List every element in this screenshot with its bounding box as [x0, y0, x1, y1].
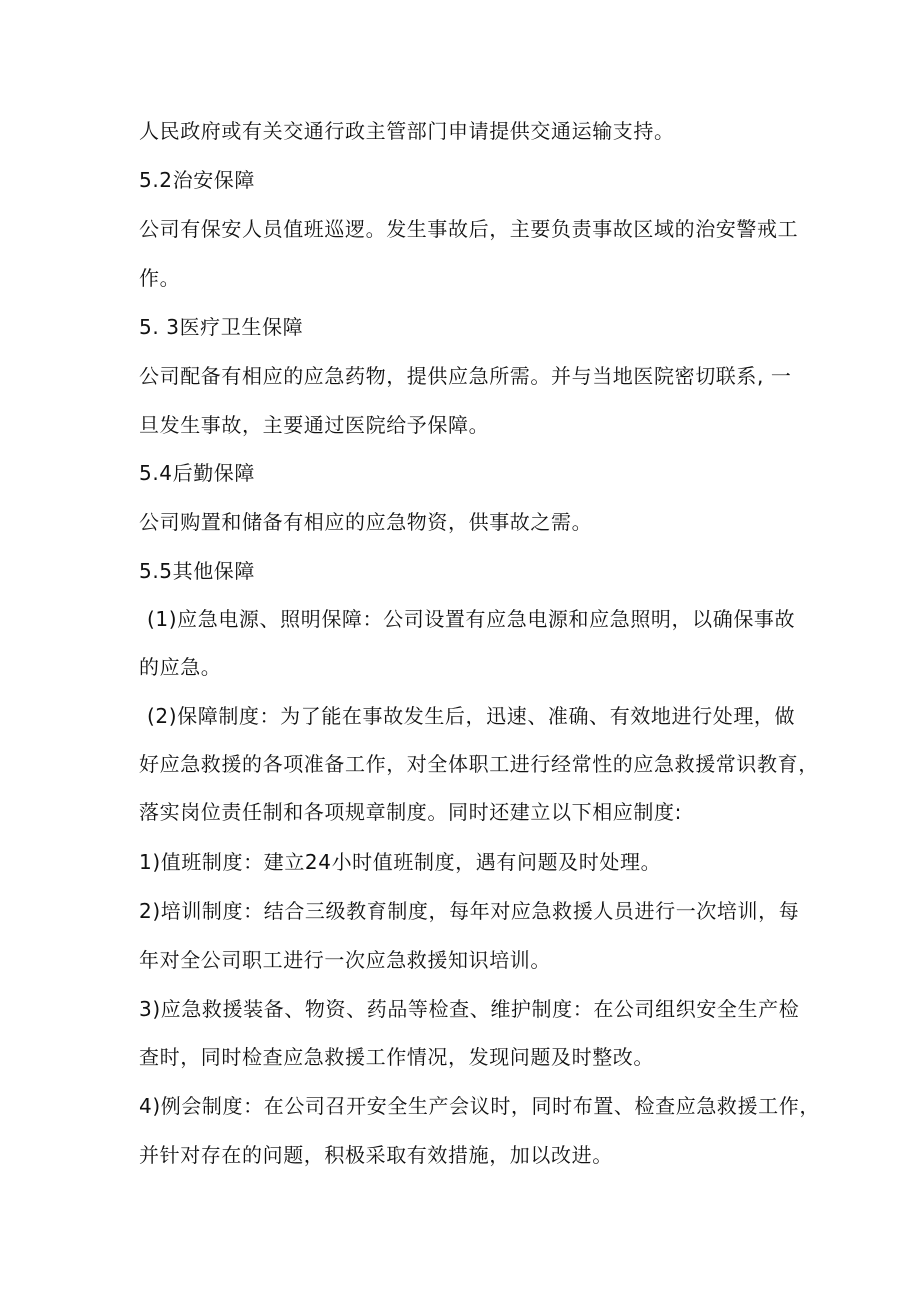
paragraph-line: 公司配备有相应的应急药物，提供应急所需。并与当地医院密切联系, 一 [139, 364, 792, 388]
paragraph-line: 人民政府或有关交通行政主管部门申请提供交通运输支持。 [139, 119, 675, 143]
paragraph-line: 公司购置和储备有相应的应急物资，供事故之需。 [139, 510, 593, 534]
section-heading: 5.2治安保障 [139, 168, 256, 192]
paragraph-line: 落实岗位责任制和各项规章制度。同时还建立以下相应制度: [139, 800, 682, 824]
list-item: 1)值班制度：建立24小时值班制度，遇有问题及时处理。 [139, 850, 662, 874]
paragraph-line: 作。 [139, 266, 181, 290]
paragraph-line: 好应急救援的各项准备工作，对全体职工进行经常性的应急救援常识教育， [139, 752, 819, 776]
paragraph-line: (2)保障制度：为了能在事故发生后，迅速、准确、有效地进行处理，做 [147, 704, 796, 728]
section-heading: 5.5其他保障 [139, 559, 256, 583]
paragraph-line: 的应急。 [139, 655, 222, 679]
paragraph-line: 公司有保安人员值班巡逻。发生事故后，主要负责事故区域的治安警戒工 [139, 217, 799, 241]
paragraph-line: 旦发生事故，主要通过医院给予保障。 [139, 413, 490, 437]
list-item: 4)例会制度：在公司召开安全生产会议时，同时布置、检查应急救援工作， [139, 1094, 820, 1118]
list-item: 2)培训制度：结合三级教育制度，每年对应急救援人员进行一次培训，每 [139, 899, 800, 923]
list-item-continuation: 年对全公司职工进行一次应急救援知识培训。 [139, 948, 551, 972]
section-heading: 5.4后勤保障 [139, 461, 256, 485]
section-heading: 5. 3医疗卫生保障 [139, 315, 304, 339]
paragraph-line: (1)应急电源、照明保障：公司设置有应急电源和应急照明，以确保事故 [147, 607, 796, 631]
list-item: 3)应急救援装备、物资、药品等检查、维护制度：在公司组织安全生产检 [139, 997, 800, 1021]
list-item-continuation: 并针对存在的问题，积极采取有效措施，加以改进。 [139, 1143, 613, 1167]
list-item-continuation: 查时，同时检查应急救援工作情况，发现问题及时整改。 [139, 1045, 654, 1069]
